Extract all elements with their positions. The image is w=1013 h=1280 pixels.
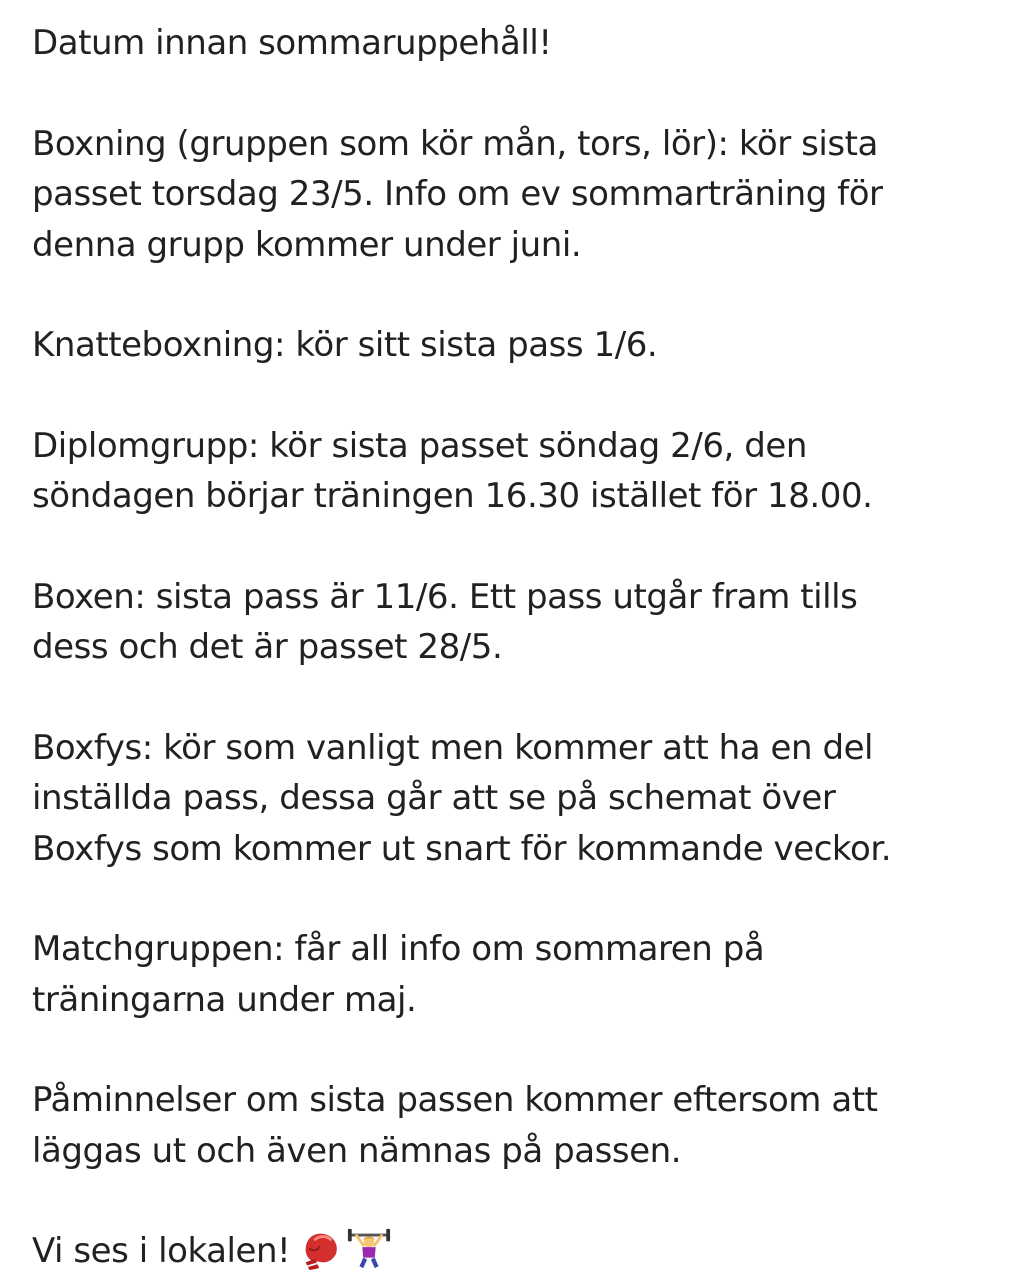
message-line: Datum innan sommaruppehåll! [32, 23, 552, 63]
message-line: Boxning (gruppen som kör mån, tors, lör): kör sista [32, 123, 878, 164]
message-line: inställda pass, dessa går att se på schemat över [32, 778, 836, 818]
message-line: Boxfys som kommer ut snart för kommande veckor. [32, 828, 892, 869]
message-line: denna grupp kommer under juni. [32, 224, 582, 265]
boxing-glove-icon [298, 1226, 344, 1272]
message-paragraph-title [32, 18, 973, 69]
message-line: passet torsdag 23/5. Info om ev sommarträning för [32, 174, 883, 214]
message-paragraph-boxen [32, 572, 973, 673]
message-line: Boxen: sista pass är 11/6. Ett pass utgår fram tills [32, 576, 858, 617]
message-line: Påminnelser om sista passen kommer eftersom att [32, 1080, 878, 1120]
message-line: Knatteboxning: kör sitt sista pass 1/6. [32, 325, 658, 365]
message-paragraph-matchgruppen [32, 924, 973, 1025]
message-paragraph-closing [32, 1226, 973, 1279]
closing-text: Vi ses i lokalen! [32, 1231, 291, 1271]
weightlifter-icon [346, 1226, 392, 1272]
message-line: söndagen börjar träningen 16.30 istället för 18.00. [32, 476, 873, 516]
message-line: Boxfys: kör som vanligt men kommer att ha en del [32, 727, 874, 768]
message-line: Diplomgrupp: kör sista passet söndag 2/6, den [32, 425, 807, 466]
message-line: träningarna under maj. [32, 979, 417, 1020]
message-paragraph-boxning [32, 119, 973, 271]
message-line: Matchgruppen: får all info om sommaren på [32, 929, 765, 969]
message-paragraph-paminnelser [32, 1075, 973, 1176]
message-paragraph-knatteboxning [32, 320, 973, 371]
message-line: läggas ut och även nämnas på passen. [32, 1130, 682, 1171]
message-line: dess och det är passet 28/5. [32, 627, 503, 667]
message-paragraph-diplomgrupp [32, 421, 973, 522]
message-paragraph-boxfys [32, 723, 973, 875]
emoji-row [298, 1226, 394, 1279]
